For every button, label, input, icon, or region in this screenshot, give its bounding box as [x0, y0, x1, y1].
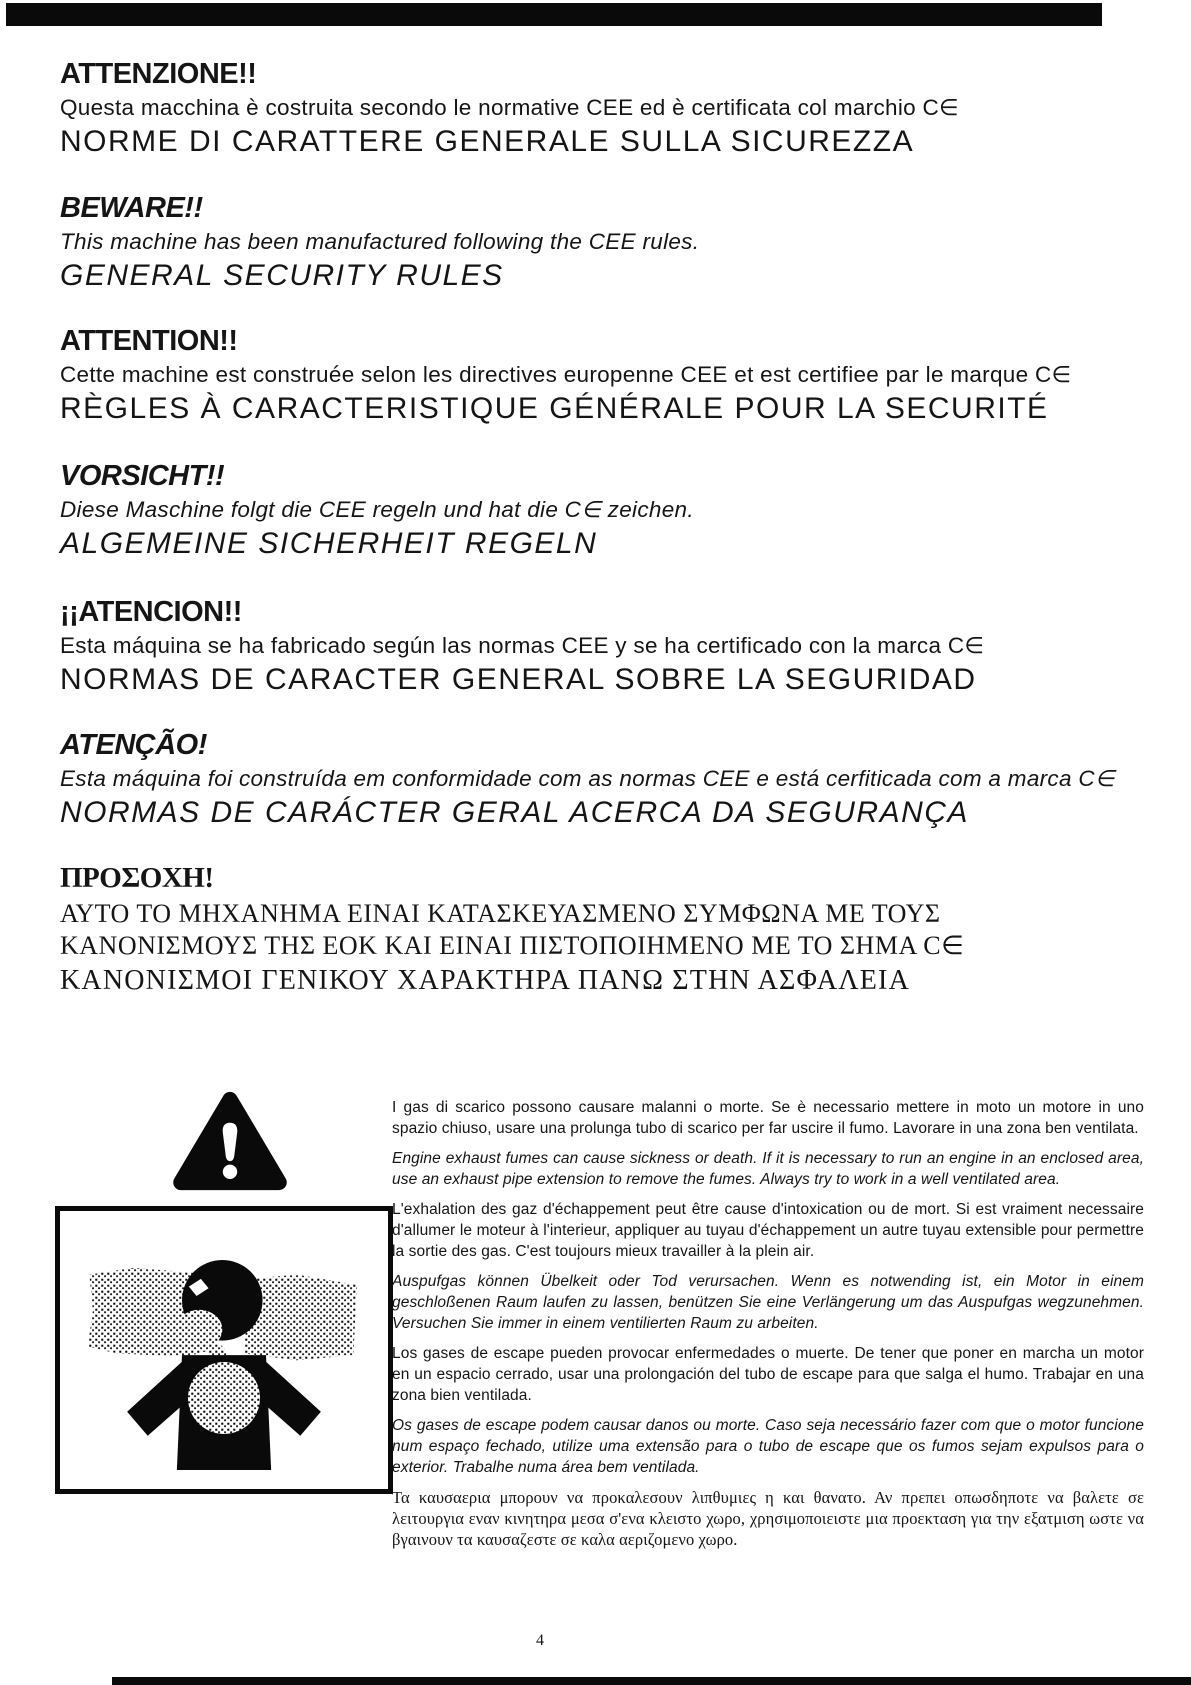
exhaust-fumes-person-icon [79, 1230, 369, 1470]
warning-rule-greek: ΚΑΝΟΝΙΣΜΟΙ ΓΕΝΙΚΟΥ ΧΑΡΑΚΤΗΡΑ ΠΑΝΩ ΣΤΗΝ ΑΣΦΑΛΕΙΑ [60, 965, 910, 996]
warning-title-english: BEWARE!! [60, 192, 203, 224]
page-number: 4 [536, 1632, 544, 1649]
warning-body-english: This machine has been manufactured following the CEE rules. [60, 229, 700, 254]
warning-section-spanish [60, 596, 1151, 696]
warning-section-german [60, 460, 1151, 560]
warning-title-italian: ATTENZIONE!! [60, 58, 257, 90]
warning-rule-spanish: NORMAS DE CARACTER GENERAL SOBRE LA SEGURIDAD [60, 663, 977, 696]
warning-body-portuguese: Esta máquina foi construída em conformidade com as normas CEE e está cerfiticada com a marca C∈ [60, 766, 1115, 791]
warning-rule-portuguese: NORMAS DE CARÁCTER GERAL ACERCA DA SEGURANÇA [60, 796, 969, 829]
exhaust-pictogram-box [55, 1206, 393, 1494]
warning-body-greek-line2: ΚΑΝΟΝΙΣΜΟΥΣ ΤΗΣ ΕΟΚ ΚΑΙ ΕΙΝΑΙ ΠΙΣΤΟΠΟΙΗΜΕΝΟ ΜΕ ΤΟ ΣΗΜΑ C∈ [60, 931, 965, 960]
warning-title-german: VORSICHT!! [60, 460, 225, 492]
warning-section-french [60, 325, 1151, 425]
exhaust-paragraph-spanish: Los gases de escape pueden provocar enfermedades o muerte. De tener que poner en marcha un motor en un espacio cerrado, usar una prolongación del tubo de escape para que salga el humo. Trabajar en una zona bien ventilada. [392, 1345, 1144, 1404]
exhaust-paragraph-french: L'exhalation des gaz d'échappement peut être cause d'intoxication ou de mort. Si est vraiment necessaire d'allumer le moteur à l'interieur, appliquer au tuyau d'échappement un autre tuyau extensible pour permettre la sortie des gas. C'est toujours mieux travailler à la plein air. [392, 1201, 1144, 1260]
warning-rule-english: GENERAL SECURITY RULES [60, 259, 504, 292]
exhaust-paragraph-german: Auspufgas können Übelkeit oder Tod verursachen. Wenn es notwending ist, ein Motor in einem geschloßenen Raum laufen zu lassen, benützen Sie eine Verlängerung um das Auspufgas wegzunehmen. Versuchen Sie immer in einem ventilierten Raum zu arbeiten. [392, 1273, 1144, 1332]
warning-rule-italian: NORME DI CARATTERE GENERALE SULLA SICUREZZA [60, 125, 915, 158]
warning-body-italian: Questa macchina è costruita secondo le normative CEE ed è certificata col marchio C∈ [60, 95, 959, 120]
warning-body-greek-line1: ΑΥΤΟ ΤΟ ΜΗΧΑΝΗΜΑ ΕΙΝΑΙ ΚΑΤΑΣΚΕΥΑΣΜΕΝΟ ΣΥΜΦΩΝΑ ΜΕ ΤΟΥΣ [60, 899, 941, 928]
exhaust-warning-paragraphs [392, 1097, 1144, 1559]
exclamation-triangle-icon [172, 1090, 288, 1192]
warning-section-italian [60, 58, 1151, 158]
exhaust-paragraph-english: Engine exhaust fumes can cause sickness or death. If it is necessary to run an engine in an enclosed area, use an exhaust pipe extension to remove the fumes. Always try to work in a well ventilated area. [392, 1150, 1144, 1188]
warning-body-french: Cette machine est construée selon les directives europenne CEE et est certifiee par le marque C∈ [60, 362, 1072, 387]
warning-body-german: Diese Maschine folgt die CEE regeln und hat die C∈ zeichen. [60, 497, 694, 522]
top-scan-bar [6, 3, 1102, 26]
bottom-scan-bar [112, 1677, 1191, 1685]
warning-title-spanish: ¡¡ATENCION!! [60, 596, 242, 628]
warning-title-portuguese: ATENÇÃO! [60, 729, 207, 761]
warning-rule-french: RÈGLES À CARACTERISTIQUE GÉNÉRALE POUR LA SECURITÉ [60, 392, 1049, 425]
warning-section-english [60, 192, 1151, 292]
warning-section-greek [60, 862, 1151, 997]
exhaust-paragraph-portuguese: Os gases de escape podem causar danos ou morte. Caso seja necessário fazer com que o motor funcione num espaço fechado, utilize uma extensão para o tubo de escape que os fumos sejam expulsos para o exterior. Trabalhe numa área bem ventilada. [392, 1417, 1144, 1476]
exhaust-paragraph-greek: Τα καυσαερια μπορουν να προκαλεσουν λιπθυμιες η και θανατο. Αν πρεπει οπωσδηποτε να βαλετε σε λειτουργια εναν κινητηρα μεσα σ'ενα κλειστο χωρο, χρησιμοποιειστε μια προεκταση για την εξατμιση ωστε να βγαινουν τα καυσαζεστε σε καλα αεριζομενο χωρο. [392, 1488, 1144, 1549]
warning-body-spanish: Esta máquina se ha fabricado según las normas CEE y se ha certificado con la marca C∈ [60, 633, 985, 658]
warning-rule-german: ALGEMEINE SICHERHEIT REGELN [60, 527, 598, 560]
warning-section-portuguese [60, 729, 1151, 829]
warning-title-french: ATTENTION!! [60, 325, 238, 357]
exhaust-paragraph-italian: I gas di scarico possono causare malanni o morte. Se è necessario mettere in moto un motore in uno spazio chiuso, usare una prolunga tubo di scarico per far uscire il fumo. Lavorare in una zona ben ventilata. [392, 1099, 1144, 1137]
warning-title-greek: ΠΡΟΣΟΧΗ! [60, 862, 214, 894]
